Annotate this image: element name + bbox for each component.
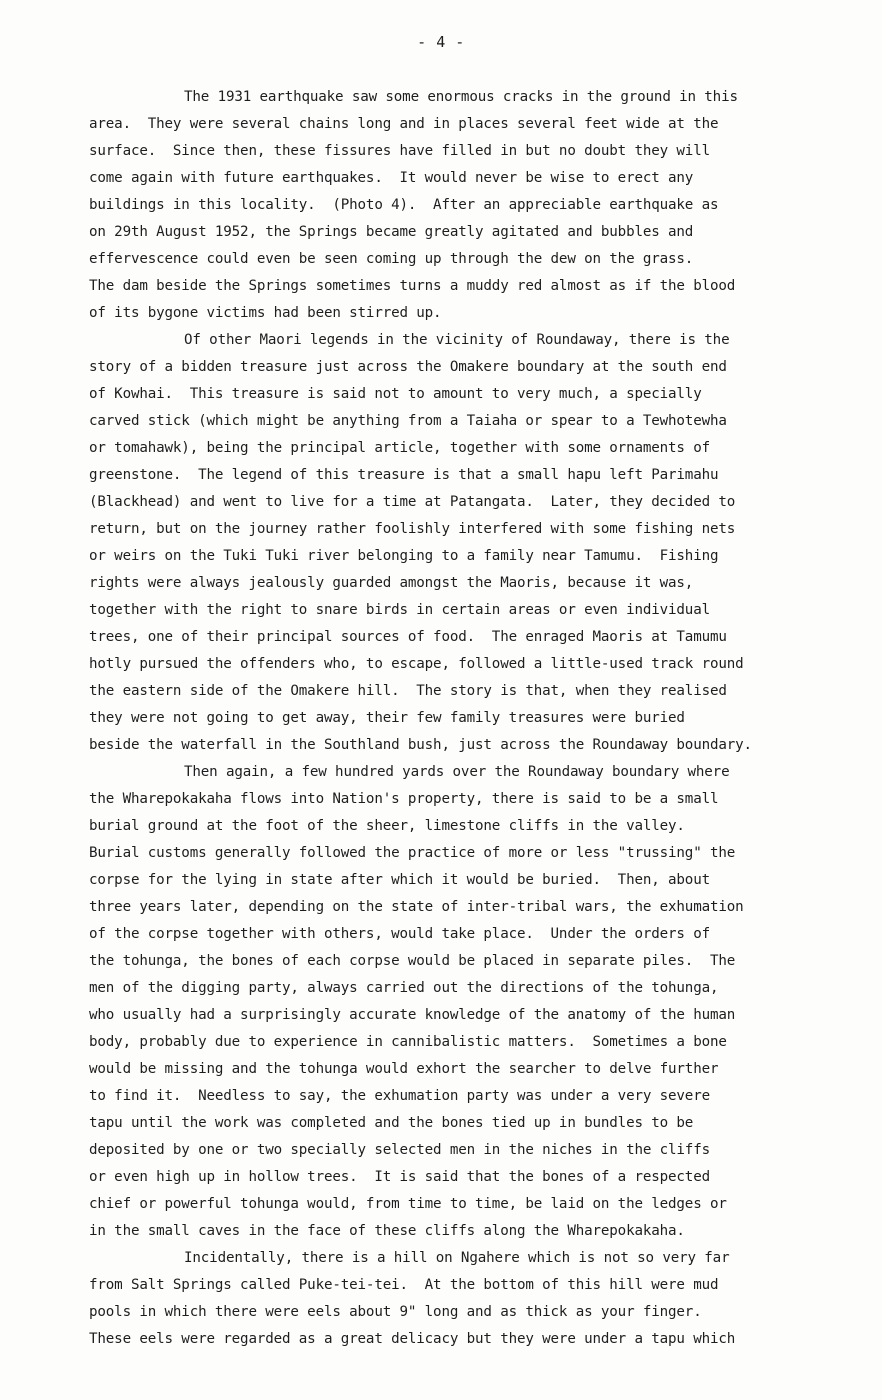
text-line: or even high up in hollow trees. It is said that the bones of a respected	[89, 1169, 710, 1185]
text-line: These eels were regarded as a great delicacy but they were under a tapu which	[89, 1331, 736, 1347]
text-line: return, but on the journey rather foolishly interfered with some fishing nets	[89, 521, 736, 537]
text-line: tapu until the work was completed and the bones tied up in bundles to be	[89, 1115, 694, 1131]
text-line: from Salt Springs called Puke-tei-tei. At the bottom of this hill were mud	[89, 1277, 719, 1293]
text-line: men of the digging party, always carried out the directions of the tohunga,	[89, 980, 719, 996]
text-line: (Blackhead) and went to live for a time at Patangata. Later, they decided to	[89, 494, 736, 510]
text-line: hotly pursued the offenders who, to escape, followed a little-used track round	[89, 656, 744, 672]
paragraph-first-line: Of other Maori legends in the vicinity of Roundaway, there is the	[184, 332, 730, 348]
text-line: beside the waterfall in the Southland bush, just across the Roundaway boundary.	[89, 737, 752, 753]
text-line: on 29th August 1952, the Springs became greatly agitated and bubbles and	[89, 224, 694, 240]
paragraph-first-line: The 1931 earthquake saw some enormous cracks in the ground in this	[184, 89, 738, 105]
text-line: rights were always jealously guarded amongst the Maoris, because it was,	[89, 575, 694, 591]
text-line: the eastern side of the Omakere hill. The story is that, when they realised	[89, 683, 727, 699]
text-line: The dam beside the Springs sometimes turns a muddy red almost as if the blood	[89, 278, 736, 294]
text-line: greenstone. The legend of this treasure is that a small hapu left Parimahu	[89, 467, 719, 483]
paragraph-first-line: Incidentally, there is a hill on Ngahere which is not so very far	[184, 1250, 730, 1266]
paragraph-first-line: Then again, a few hundred yards over the Roundaway boundary where	[184, 764, 730, 780]
page-number: - 4 -	[417, 33, 465, 51]
text-line: trees, one of their principal sources of food. The enraged Maoris at Tamumu	[89, 629, 727, 645]
text-line: the tohunga, the bones of each corpse would be placed in separate piles. The	[89, 953, 736, 969]
text-line: area. They were several chains long and in places several feet wide at the	[89, 116, 719, 132]
text-line: surface. Since then, these fissures have filled in but no doubt they will	[89, 143, 710, 159]
text-line: corpse for the lying in state after which it would be buried. Then, about	[89, 872, 710, 888]
text-line: effervescence could even be seen coming up through the dew on the grass.	[89, 251, 694, 267]
text-line: or weirs on the Tuki Tuki river belonging to a family near Tamumu. Fishing	[89, 548, 719, 564]
text-line: they were not going to get away, their few family treasures were buried	[89, 710, 685, 726]
text-line: of the corpse together with others, would take place. Under the orders of	[89, 926, 710, 942]
text-line: buildings in this locality. (Photo 4). After an appreciable earthquake as	[89, 197, 719, 213]
text-line: in the small caves in the face of these cliffs along the Wharepokakaha.	[89, 1223, 685, 1239]
text-line: Burial customs generally followed the practice of more or less "trussing" the	[89, 845, 736, 861]
text-line: body, probably due to experience in cannibalistic matters. Sometimes a bone	[89, 1034, 727, 1050]
text-line: of Kowhai. This treasure is said not to amount to very much, a specially	[89, 386, 702, 402]
text-line: story of a bidden treasure just across the Omakere boundary at the south end	[89, 359, 727, 375]
text-line: carved stick (which might be anything from a Taiaha or spear to a Tewhotewha	[89, 413, 727, 429]
text-line: or tomahawk), being the principal article, together with some ornaments of	[89, 440, 710, 456]
text-line: chief or powerful tohunga would, from time to time, be laid on the ledges or	[89, 1196, 727, 1212]
text-line: the Wharepokakaha flows into Nation's property, there is said to be a small	[89, 791, 719, 807]
text-line: together with the right to snare birds in certain areas or even individual	[89, 602, 710, 618]
text-line: to find it. Needless to say, the exhumation party was under a very severe	[89, 1088, 710, 1104]
text-line: who usually had a surprisingly accurate knowledge of the anatomy of the human	[89, 1007, 736, 1023]
text-line: would be missing and the tohunga would exhort the searcher to delve further	[89, 1061, 719, 1077]
text-line: burial ground at the foot of the sheer, limestone cliffs in the valley.	[89, 818, 685, 834]
text-line: of its bygone victims had been stirred up.	[89, 305, 442, 321]
text-line: come again with future earthquakes. It would never be wise to erect any	[89, 170, 694, 186]
body-text	[89, 84, 829, 1353]
text-line: pools in which there were eels about 9" long and as thick as your finger.	[89, 1304, 702, 1320]
text-line: deposited by one or two specially selected men in the niches in the cliffs	[89, 1142, 710, 1158]
text-line: three years later, depending on the state of inter-tribal wars, the exhumation	[89, 899, 744, 915]
